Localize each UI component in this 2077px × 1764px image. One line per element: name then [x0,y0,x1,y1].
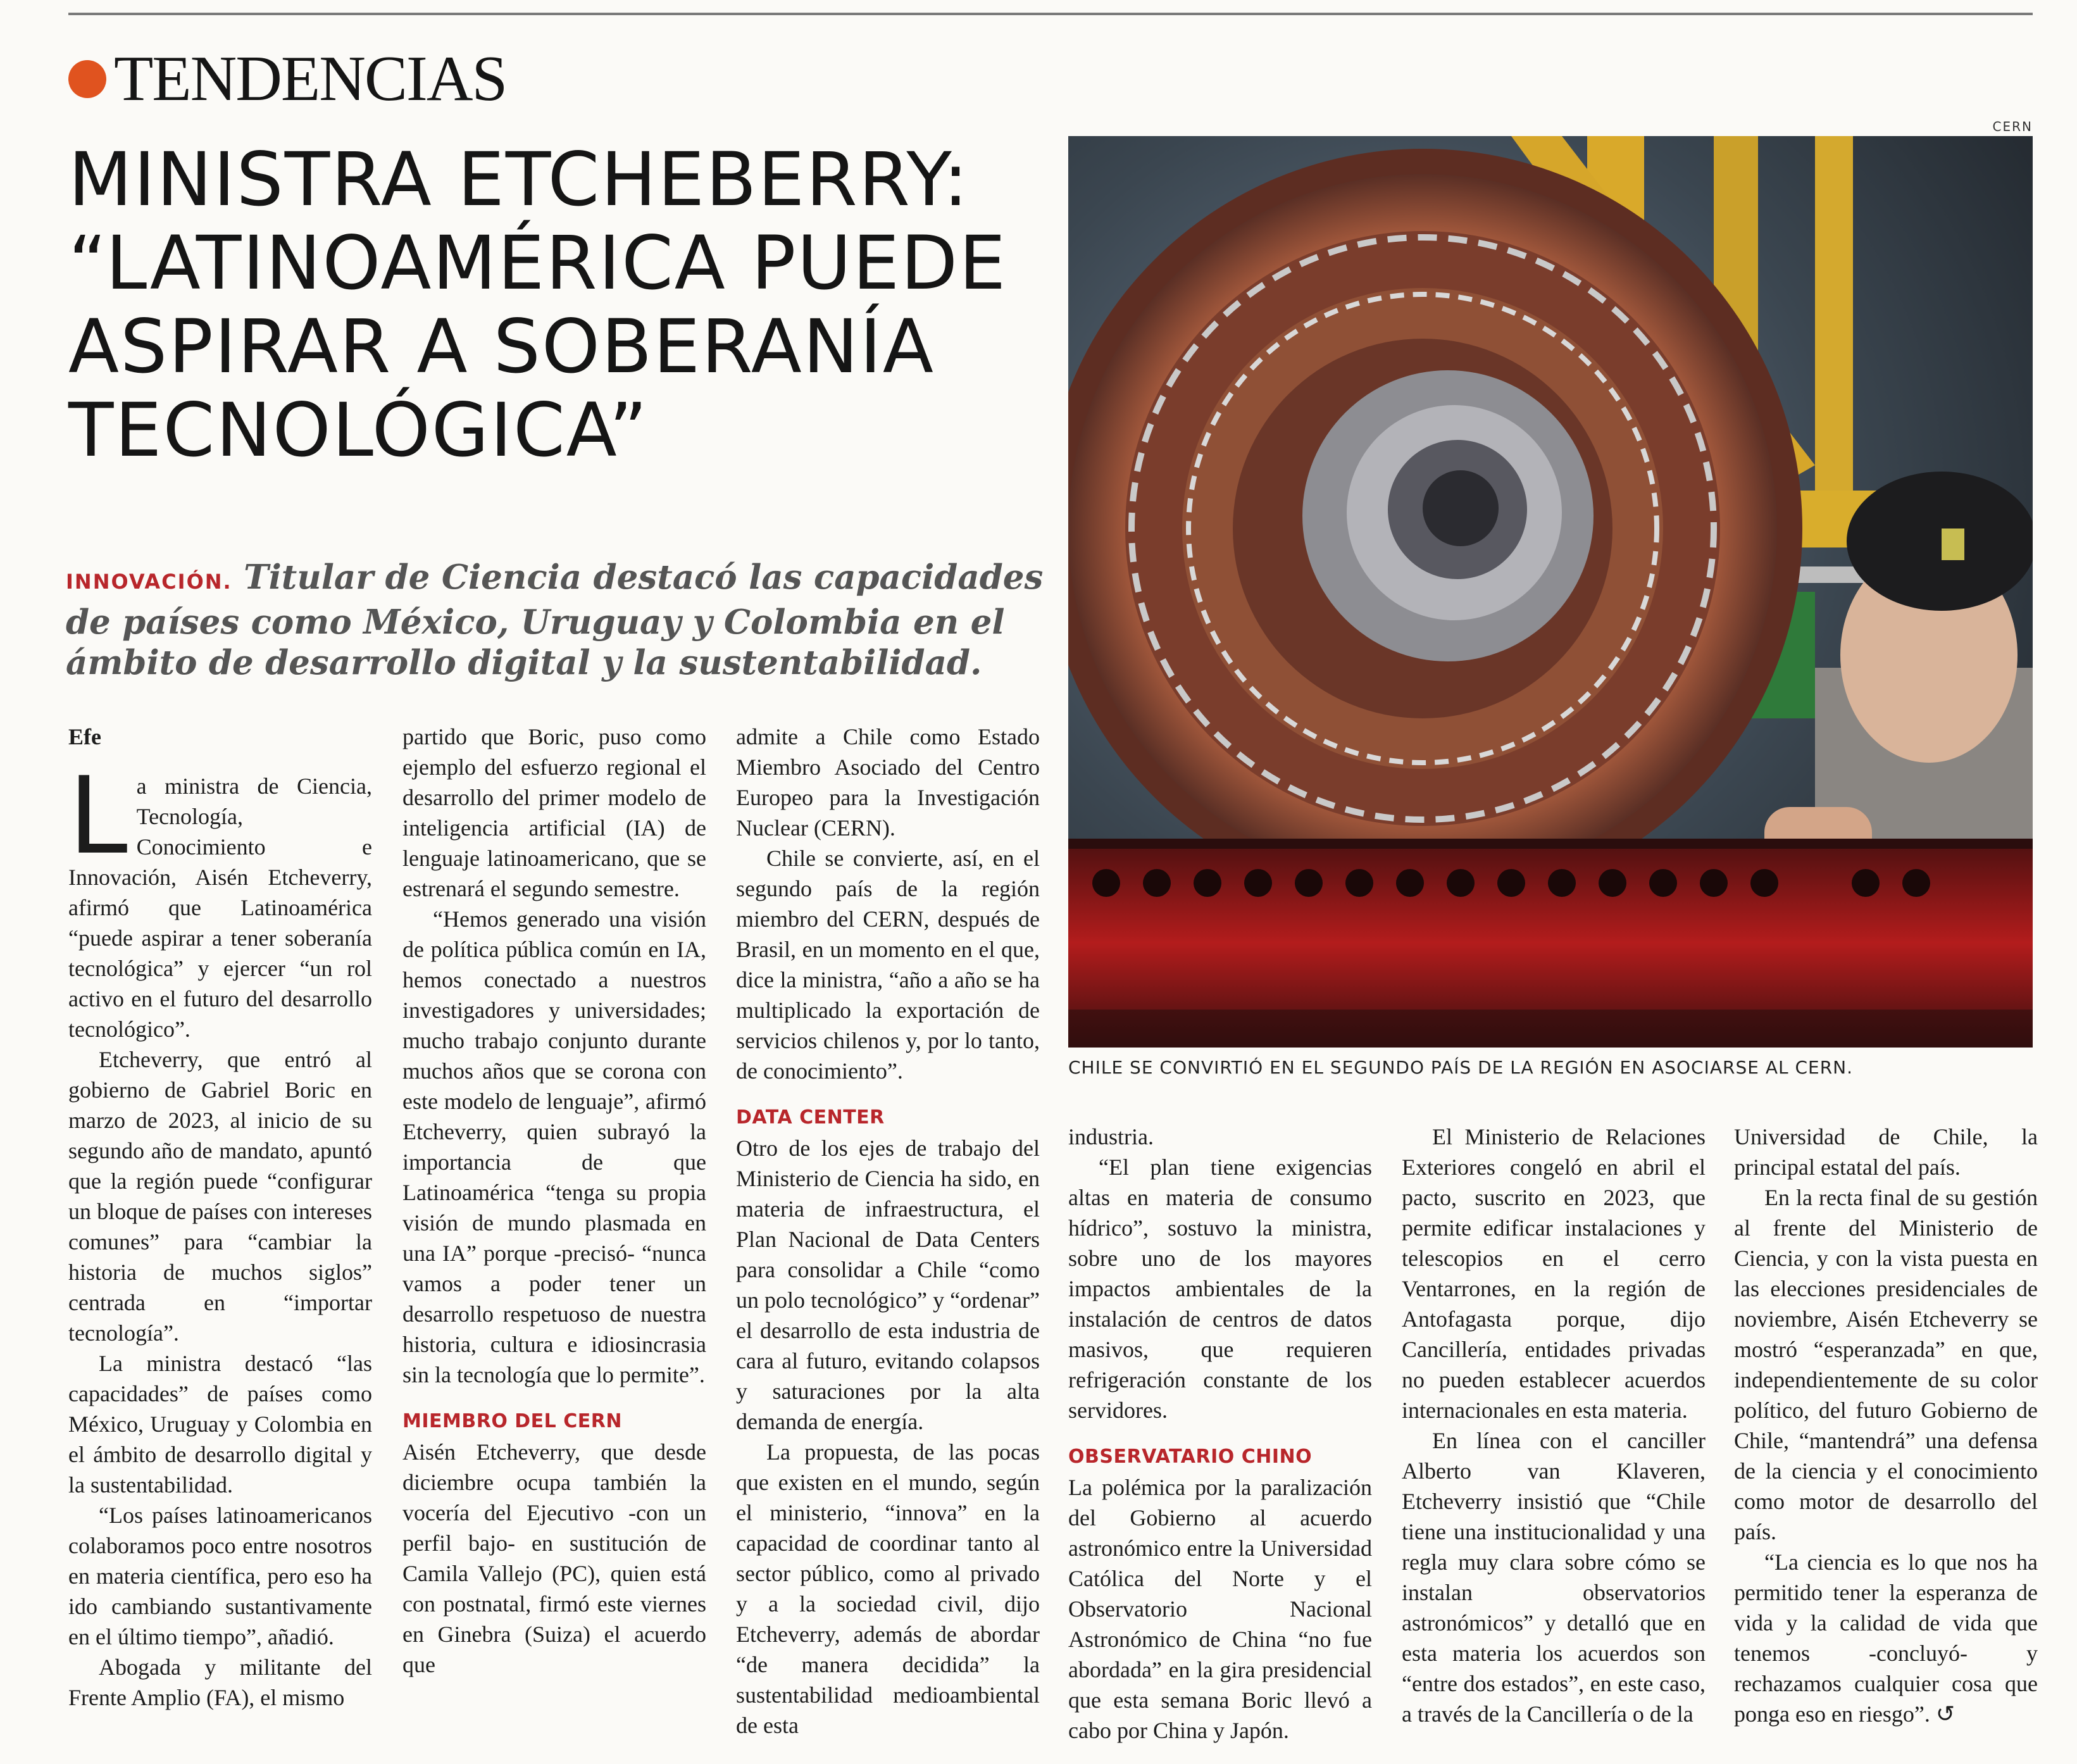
article-paragraph: En línea con el canciller Alberto van Klaveren, Etcheverry insistió que “Chile tiene una institucionalidad y una regla muy clara sobre cómo se instalan observatorios astronómicos” y detalló que en esta materia los acuerdos son “entre dos estados”, en este caso, a través de la Cancillería o de la [1402,1428,1706,1727]
article-paragraph: El Ministerio de Relaciones Exteriores congeló en abril el pacto, suscrito en 2023, que permite edificar instalaciones y telescopios en el cerro Ventarrones, en la región de Antofagasta porque, dijo Cancillería, entidades privadas no pueden establecer acuerdos internacionales en esta materia. [1402,1124,1706,1423]
article-paragraph: Etcheverry, que entró al gobierno de Gabriel Boric en marzo de 2023, al inicio de su segundo año de mandato, apuntó que la región puede “configurar un bloque de países con intereses comunes” para “cambiar la historia de muchos siglos” centrada en “importar tecnología”. [68,1047,372,1346]
top-rule [68,13,2033,15]
article-paragraph: Otro de los ejes de trabajo del Ministerio de Ciencia ha sido, en materia de infraestructura, el Plan Nacional de Data Centers para consolidar a Chile “como un polo tecnológico” y “ordenar” el desarrollo de esta industria de cara al futuro, evitando colapsos y saturaciones por la alta demanda de energía. [736,1135,1040,1434]
article-column-4 [1068,1122,1372,1746]
article-column-2 [402,722,706,1680]
article-paragraph: En la recta final de su gestión al frente del Ministerio de Ciencia, y con la vista puesta en las elecciones presidenciales de noviembre, Aisén Etcheverry se mostró “esperanzada” en que, independientemente de su color político, del futuro Gobierno de Chile, “mantendrá” una defensa de la ciencia y el conocimiento como motor de desarrollo del país. [1734,1185,2038,1544]
article-paragraph: industria. [1068,1124,1154,1149]
headline-line: MINISTRA ETCHEBERRY: [68,136,970,223]
subhead-data-center: DATA CENTER [736,1106,885,1129]
subhead-observatorio: OBSERVATARIO CHINO [1068,1446,1313,1468]
deck-text: Titular de Ciencia destacó las capacidades de países como México, Uruguay y Colombia en el ámbito de desarrollo digital y la sustentabilidad. [66,558,1044,682]
article-paragraph: “Hemos generado una visión de política pública común en IA, hemos conectado a nuestros investigadores y universidades; mucho trabajo conjunto durante muchos años que se corona con este modelo de lenguaje”, afirmó Etcheverry, quien subrayó la importancia de que Latinoamérica “tenga su propia visión de mundo plasmada en una IA” porque -precisó- “nunca vamos a poder tener un desarrollo respetuoso de nuestra historia, cultura e idiosincrasia sin la tecnología que lo permite”. [402,906,706,1387]
article-paragraph: La ministra de Ciencia, Tecnología, Conocimiento e Innovación, Aisén Etcheverry, afirmó que Latinoamérica “puede aspirar a tener soberanía tecnológica” y ejercer “un rol activo en el futuro del desarrollo tecnológico”. [68,754,372,1042]
article-paragraph: Aisén Etcheverry, que desde diciembre ocupa también la vocería del Ejecutivo -con un perfil bajo- en sustitución de Camila Vallejo (PC), quien está con postnatal, firmó este viernes en Ginebra (Suiza) el acuerdo que [402,1439,706,1677]
byline: Efe [68,724,101,749]
article-column-6 [1734,1122,2038,1729]
section-header [68,44,506,114]
cern-detector-illustration [1068,136,2033,1048]
drop-cap: L [68,754,128,878]
headline-line: “LATINOAMÉRICA PUEDE [68,220,1007,306]
article-paragraph: partido que Boric, puso como ejemplo del esfuerzo regional el desarrollo del primer modelo de inteligencia artificial (IA) de lenguaje latinoamericano, que se estrenará el segundo semestre. [402,724,706,901]
article-paragraph: La ministra destacó “las capacidades” de países como México, Uruguay y Colombia en el ámbito de desarrollo digital y la sustentabilidad. [68,1351,372,1498]
headline-line: ASPIRAR A SOBERANÍA [68,303,935,390]
headline [68,138,1043,472]
section-label: TENDENCIAS [114,43,507,115]
article-column-3 [736,722,1040,1741]
article-paragraph: Abogada y militante del Frente Amplio (FA), el mismo [68,1655,372,1710]
article-paragraph: “Los países latinoamericanos colaboramos poco entre nosotros en materia científica, pero eso ha ido cambiando sustantivamente en el último tiempo”, añadió. [68,1503,372,1649]
article-paragraph: Universidad de Chile, la principal estatal del país. [1734,1124,2038,1180]
deck-kicker: INNOVACIÓN. [66,570,232,594]
subhead-cern: MIEMBRO DEL CERN [402,1410,622,1432]
photo-caption: CHILE SE CONVIRTIÓ EN EL SEGUNDO PAÍS DE LA REGIÓN EN ASOCIARSE AL CERN. [1068,1057,1854,1078]
article-column-1 [68,722,372,1713]
article-paragraph: La polémica por la paralización del Gobierno al acuerdo astronómico entre la Universidad Católica del Norte y el Observatorio Nacional Astronómico de China “no fue abordada” en la gira presidencial que esta semana Boric llevó a cabo por China y Japón. [1068,1475,1372,1743]
article-column-5 [1402,1122,1706,1729]
article-paragraph: admite a Chile como Estado Miembro Asociado del Centro Europeo para la Investigación Nuclear (CERN). [736,724,1040,841]
deck [66,557,1053,683]
article-paragraph: “La ciencia es lo que nos ha permitido tener la esperanza de vida y la calidad de vida que tenemos -concluyó- y rechazamos cualquier cosa que ponga eso en riesgo”. ↺ [1734,1549,2038,1727]
headline-line: TECNOLÓGICA” [68,387,649,473]
article-paragraph: Chile se convierte, así, en el segundo país de la región miembro del CERN, después de Brasil, en un momento en el que, dice la ministra, “año a año se ha multiplicado la exportación de servicios chilenos y, por lo tanto, de conocimiento”. [736,846,1040,1084]
photo-credit: CERN [1992,119,2033,134]
cern-detector-photo [1068,136,2033,1048]
article-paragraph: “El plan tiene exigencias altas en materia de consumo hídrico”, sostuvo la ministra, sobre uno de los mayores impactos ambientales de la instalación de centros de datos masivos, que requieren refrigeración constante de los servidores. [1068,1154,1372,1423]
section-dot [68,60,106,98]
article-paragraph: La propuesta, de las pocas que existen en el mundo, según el ministerio, “innova” en la capacidad de coordinar tanto al sector público, como al privado y a la sociedad civil, dijo Etcheverry, además de abordar “de manera decidida” la sustentabilidad medioambiental de esta [736,1439,1040,1738]
